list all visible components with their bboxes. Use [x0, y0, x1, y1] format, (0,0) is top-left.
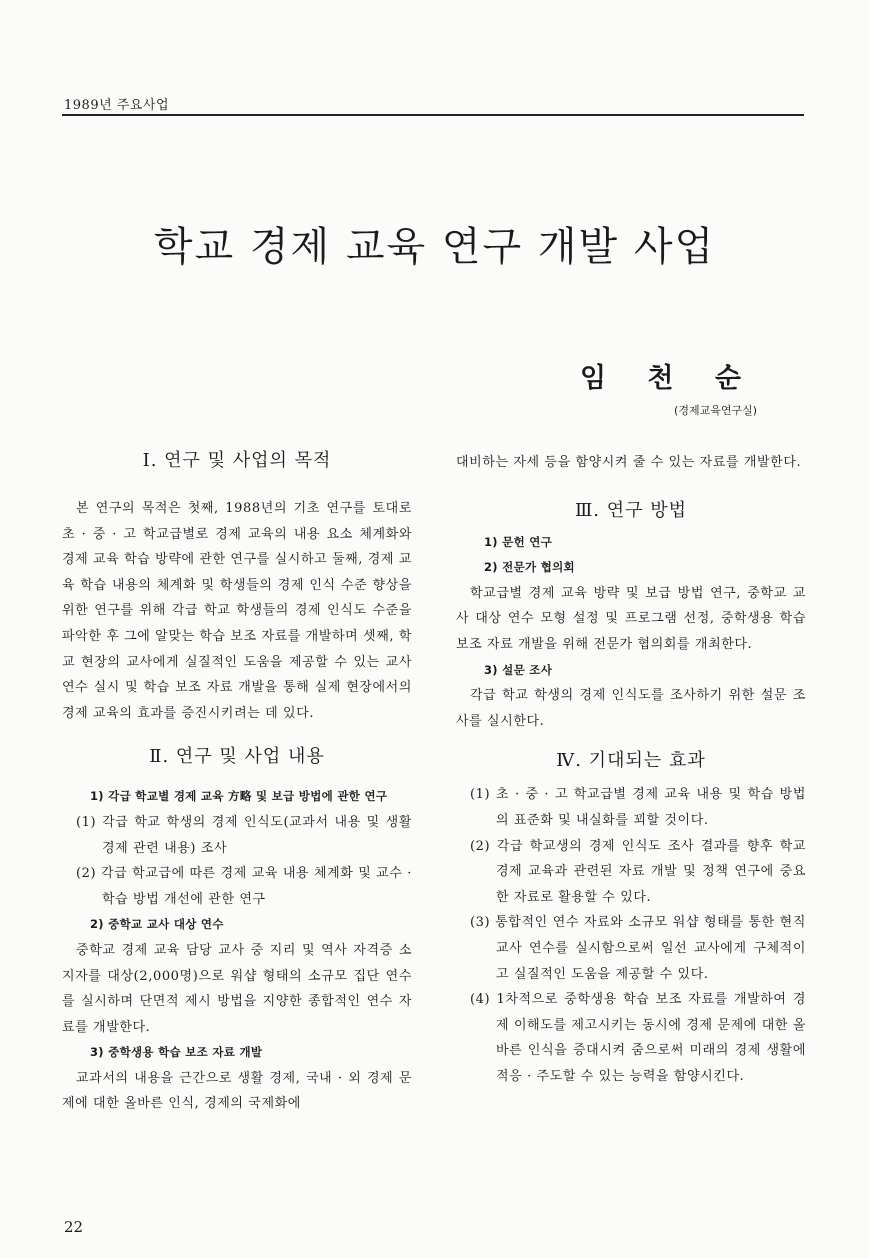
header-rule [62, 114, 804, 116]
section-2-heading: Ⅱ. 연구 및 사업 내용 [149, 746, 325, 768]
left-column [62, 448, 412, 1117]
running-header: 1989년 주요사업 [64, 98, 170, 113]
effect-2: (2) 각급 학교생의 경제 인식도 조사 결과를 향후 학교 경제 교육과 관련된 자료 개발 및 정책 연구에 중요한 자료로 활용할 수 있다. [470, 838, 806, 905]
section-1-body: 본 연구의 목적은 첫째, 1988년의 기초 연구를 토대로 초 · 중 · 고 학교급별로 경제 교육의 내용 요소 체계화와 경제 교육 학습 방략에 관한 연구를 실시하고 둘째, 경제 교육 학습 내용의 체계화 및 학생들의 경제 인식 수준 향상을 위한 연구를 위해 각급 학교 학생들의 경제 인식도 수준을 파악한 후 그에 알맞는 학습 보조 자료를 개발하며 셋째, 학교 현장의 교사에게 실질적인 도움을 제공할 수 있는 교사 연수 실시 및 학습 보조 자료 개발을 통해 실제 현장에서의 경제 교육의 효과를 증진시키려는 데 있다. [62, 501, 412, 721]
subsection-3-body: 교과서의 내용을 근간으로 생활 경제, 국내 · 외 경제 문제에 대한 올바른 인식, 경제의 국제화에 [62, 1070, 412, 1112]
effect-3: (3) 통합적인 연수 자료와 소규모 워샵 형태를 통한 현직 교사 연수를 실시함으로써 일선 교사에게 구체적이고 실질적인 도움을 제공할 수 있다. [470, 915, 806, 982]
page-number: 22 [64, 1218, 84, 1236]
section-4-heading: Ⅳ. 기대되는 효과 [556, 750, 706, 772]
subsection-2-title: 2) 중학교 교사 대상 연수 [90, 917, 224, 932]
method-2-body: 학교급별 경제 교육 방략 및 보급 방법 연구, 중학교 교사 대상 연수 모형 설정 및 프로그램 선정, 중학생용 학습 보조 자료 개발을 위해 전문가 협의회를 개최한다. [456, 585, 806, 652]
subsection-1-item-1: (1) 각급 학교 학생의 경제 인식도(교과서 내용 및 생활 경제 관련 내용) 조사 [76, 814, 412, 856]
effect-1: (1) 초 · 중 · 고 학교급별 경제 교육 내용 및 학습 방법의 표준화 및 내실화를 꾀할 것이다. [470, 787, 806, 828]
subsection-1-item-2: (2) 각급 학교급에 따른 경제 교육 내용 체계화 및 교수 · 학습 방법 개선에 관한 연구 [76, 866, 412, 907]
right-column [456, 448, 806, 1089]
method-3-title: 3) 설문 조사 [484, 662, 553, 677]
effect-4: (4) 1차적으로 중학생용 학습 보조 자료를 개발하여 경제 이해도를 제고시키는 동시에 경제 문제에 대한 올바른 인식을 증대시켜 줌으로써 미래의 경제 생활에 적응 · 주도할 수 있는 능력을 함양시킨다. [470, 992, 806, 1084]
page-title: 학교 경제 교육 연구 개발 사업 [153, 223, 716, 270]
subsection-1-title: 1) 각급 학교별 경제 교육 方略 및 보급 방법에 관한 연구 [90, 789, 388, 804]
method-2-title: 2) 전문가 협의회 [484, 560, 575, 575]
author-affiliation: (경제교육연구실) [674, 404, 757, 417]
section-3-heading: Ⅲ. 연구 방법 [574, 499, 688, 521]
subsection-2-body: 중학교 경제 교육 담당 교사 중 지리 및 역사 자격증 소지자를 대상(2,000명)으로 워샵 형태의 소규모 집단 연수를 실시하며 단면적 제시 방법을 지양한 종합적인 연수 자료를 개발한다. [62, 942, 412, 1035]
continued-text: 대비하는 자세 등을 함양시켜 줄 수 있는 자료를 개발한다. [456, 455, 802, 470]
method-3-body: 각급 학교 학생의 경제 인식도를 조사하기 위한 설문 조사를 실시한다. [456, 688, 806, 729]
section-1-heading: Ⅰ. 연구 및 사업의 목적 [142, 450, 332, 471]
subsection-3-title: 3) 중학생용 학습 보조 자료 개발 [90, 1045, 263, 1060]
author-name: 임 천 순 [579, 363, 757, 394]
method-1-title: 1) 문헌 연구 [484, 534, 553, 549]
